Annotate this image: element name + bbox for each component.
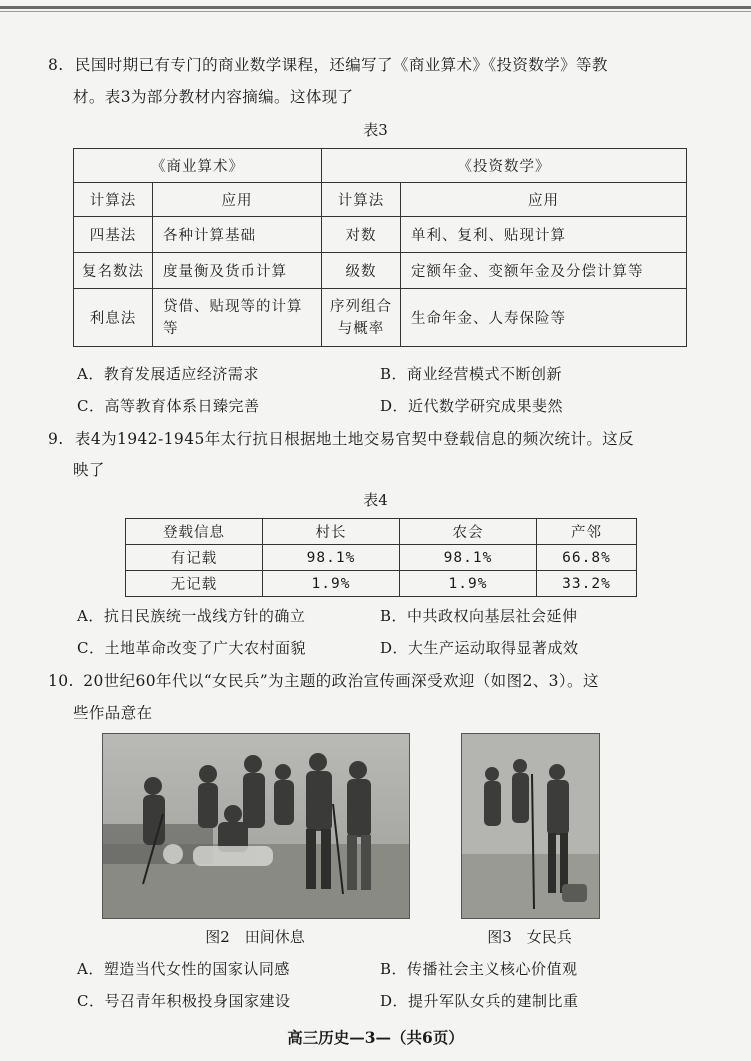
table3-cell: 对数: [322, 217, 401, 253]
table-row: [74, 217, 687, 253]
table4-cell: 66.8%: [537, 545, 637, 571]
table3-cell: 贷借、贴现等的计算等: [153, 289, 322, 347]
table4-cell: 98.1%: [400, 545, 537, 571]
q9-option-a[interactable]: A．抗日民族统一战线方针的确立: [77, 607, 306, 625]
table4-header: 登载信息: [126, 519, 263, 545]
q9-option-d[interactable]: D．大生产运动取得显著成效: [380, 639, 579, 657]
table4-cell: 有记载: [126, 545, 263, 571]
q8-stem-line1: [48, 50, 728, 80]
figure2-image: [102, 733, 410, 919]
table3-cell: 四基法: [74, 217, 153, 253]
q9-option-c[interactable]: C．土地革命改变了广大农村面貌: [77, 639, 306, 657]
q10-option-a[interactable]: A．塑造当代女性的国家认同感: [77, 960, 290, 978]
table4-caption: 表4: [363, 491, 388, 509]
table3-book1: 《商业算术》: [74, 149, 322, 183]
q10-number: 10.: [48, 672, 74, 690]
table4-header: 农会: [400, 519, 537, 545]
table3-cell: 各种计算基础: [153, 217, 322, 253]
page-footer: 高三历史—3—（共6页）: [287, 1028, 464, 1047]
table3-cell: 定额年金、变额年金及分偿计算等: [401, 253, 687, 289]
table4-cell: 98.1%: [263, 545, 400, 571]
table3-cell: 生命年金、人寿保险等: [401, 289, 687, 347]
q8-text-line2: 材。表3为部分教材内容摘编。这体现了: [73, 88, 354, 106]
table-row: [74, 289, 687, 347]
figure3-caption: 图3 女民兵: [487, 928, 572, 946]
table3-cell: 序列组合与概率: [322, 289, 401, 347]
table3-cell: 复名数法: [74, 253, 153, 289]
q10-text-line2: 些作品意在: [73, 704, 153, 722]
table3-book2: 《投资数学》: [322, 149, 687, 183]
table4-header: 村长: [263, 519, 400, 545]
top-border-thin: [0, 11, 751, 12]
q9-stem-line1: [48, 424, 738, 454]
q10-stem-line1: [48, 666, 738, 696]
table-row: [126, 545, 637, 571]
q9-text-line2: 映了: [73, 461, 105, 479]
figure2-illustration: [103, 734, 409, 918]
table4-header: 产邻: [537, 519, 637, 545]
table-row: [126, 571, 637, 597]
figure3-image: [461, 733, 600, 919]
q9-text-line1: 表4为1942-1945年太行抗日根据地土地交易官契中登载信息的频次统计。这反: [74, 430, 635, 448]
q8-option-c[interactable]: C．高等教育体系日臻完善: [77, 397, 260, 415]
table3-header-use2: 应用: [401, 183, 687, 217]
q10-option-c[interactable]: C．号召青年积极投身国家建设: [77, 992, 291, 1010]
q8-number: 8.: [48, 56, 64, 74]
table4-cell: 33.2%: [537, 571, 637, 597]
table-row: [74, 253, 687, 289]
figure3-illustration: [462, 734, 599, 918]
table4-cell: 无记载: [126, 571, 263, 597]
table4-cell: 1.9%: [400, 571, 537, 597]
table3-cell: 单利、复利、贴现计算: [401, 217, 687, 253]
table3-header-use1: 应用: [153, 183, 322, 217]
table3-cell: 级数: [322, 253, 401, 289]
table4: [125, 518, 637, 597]
table3-header-method2: 计算法: [322, 183, 401, 217]
table4-cell: 1.9%: [263, 571, 400, 597]
q10-text-line1: 20世纪60年代以“女民兵”为主题的政治宣传画深受欢迎（如图2、3）。这: [83, 672, 599, 690]
table3-cell: 度量衡及货币计算: [153, 253, 322, 289]
table3-caption: 表3: [363, 121, 388, 139]
top-border: [0, 6, 751, 9]
q10-option-b[interactable]: B．传播社会主义核心价值观: [380, 960, 578, 978]
figure2-caption: 图2 田间休息: [205, 928, 305, 946]
q8-text-line1: 民国时期已有专门的商业数学课程，还编写了《商业算术》《投资数学》等教: [74, 56, 608, 74]
q10-option-d[interactable]: D．提升军队女兵的建制比重: [380, 992, 579, 1010]
q9-option-b[interactable]: B．中共政权向基层社会延伸: [380, 607, 578, 625]
q8-option-d[interactable]: D．近代数学研究成果斐然: [380, 397, 564, 415]
table3-cell: 利息法: [74, 289, 153, 347]
q8-option-a[interactable]: A．教育发展适应经济需求: [77, 365, 259, 383]
table3: [73, 148, 687, 347]
q8-option-b[interactable]: B．商业经营模式不断创新: [380, 365, 563, 383]
q9-number: 9.: [48, 430, 64, 448]
table3-header-method1: 计算法: [74, 183, 153, 217]
